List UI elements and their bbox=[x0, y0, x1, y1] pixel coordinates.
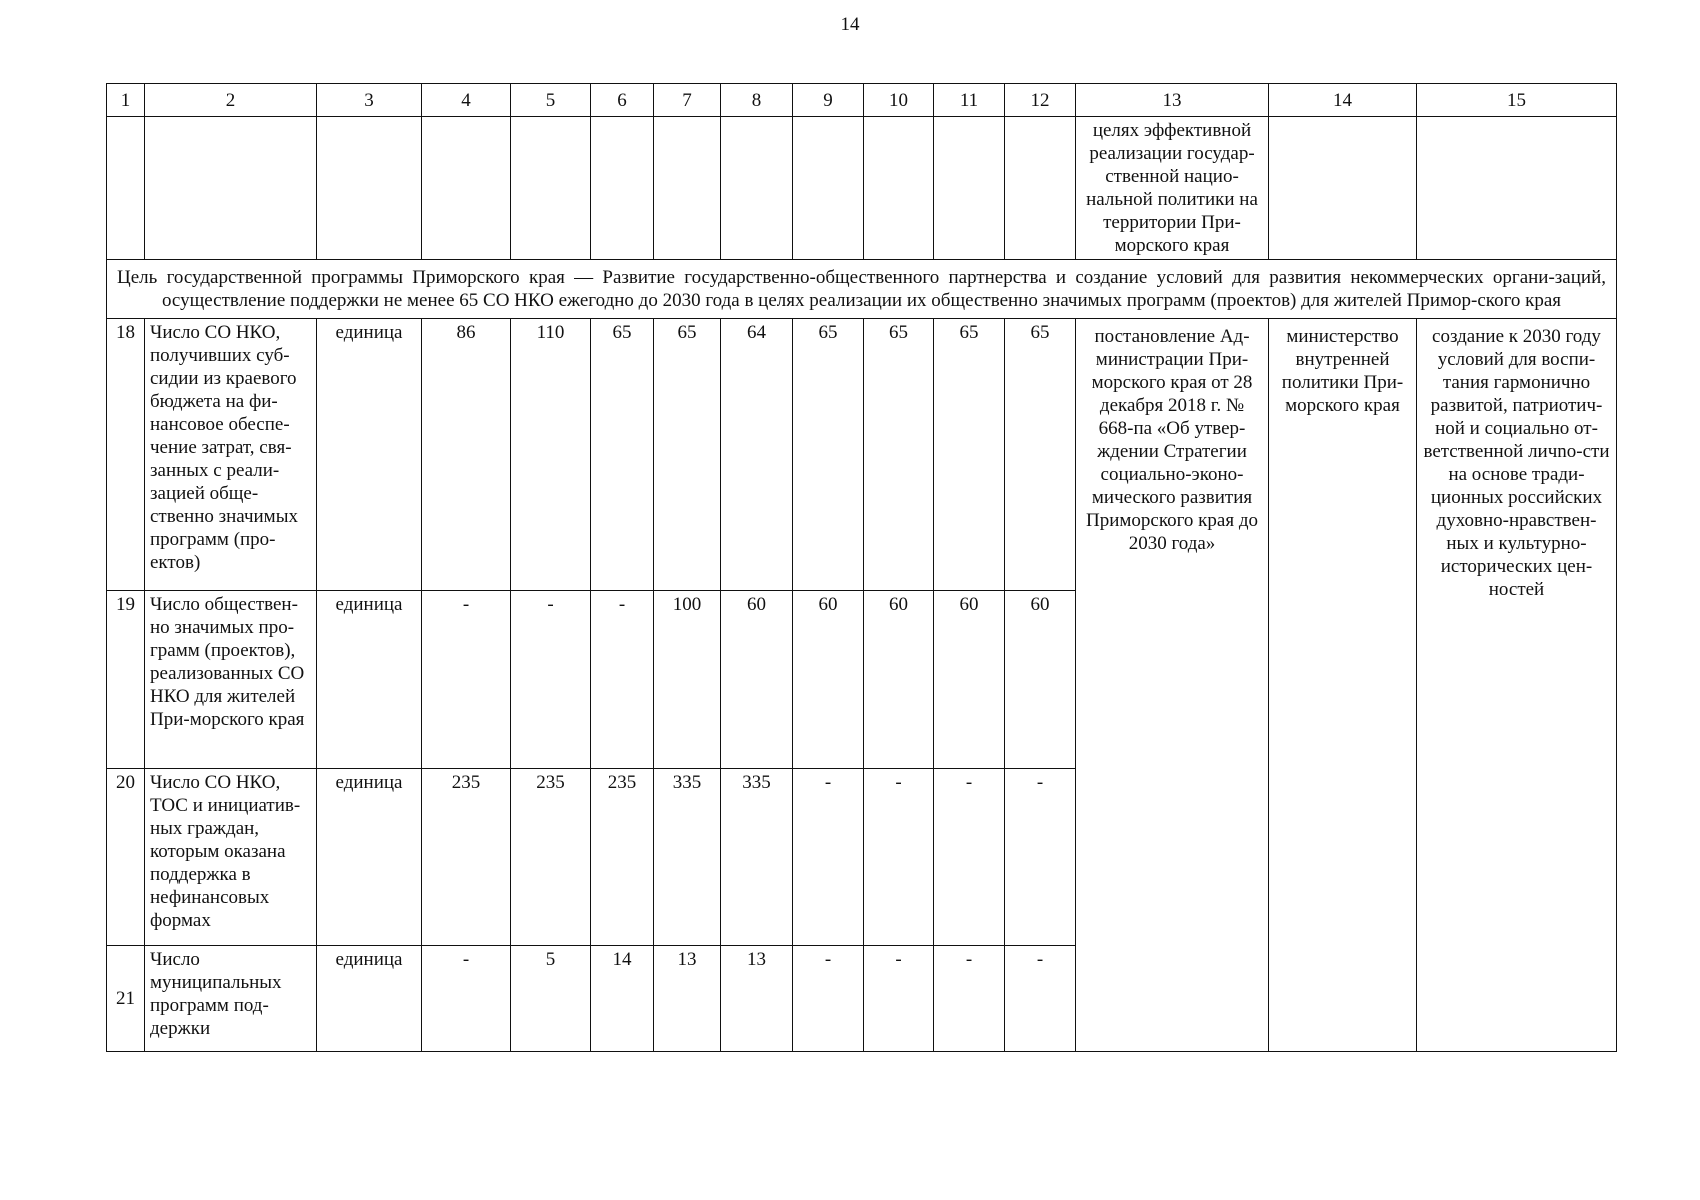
row-number: 21 bbox=[107, 946, 145, 1052]
unit: единица bbox=[317, 769, 422, 946]
indicator-name: Число СО НКО, ТОС и инициатив-ных граждан, которым оказана поддержка в нефинансовых формах bbox=[145, 769, 317, 946]
value: - bbox=[1005, 769, 1076, 946]
value: 110 bbox=[511, 319, 591, 591]
value: 65 bbox=[654, 319, 721, 591]
table-row bbox=[107, 319, 1617, 591]
unit: единица bbox=[317, 591, 422, 769]
column-number: 1 bbox=[107, 84, 145, 117]
value: 235 bbox=[511, 769, 591, 946]
goal-row bbox=[107, 260, 1617, 319]
column-number: 12 bbox=[1005, 84, 1076, 117]
value: 65 bbox=[934, 319, 1005, 591]
page-number: 14 bbox=[840, 14, 860, 35]
continuation-row bbox=[107, 117, 1617, 260]
column-number: 10 bbox=[864, 84, 934, 117]
program-goal: Цель государственной программы Приморского края — Развитие государственно-общественного партнерства и создание условий для развития некоммерческих органи-заций, осуществление поддержки не менее 65 СО НКО ежегодно до 2030 года в целях реализации их общественно значимых программ (проектов) для жителей Примор-ского края bbox=[107, 260, 1617, 319]
value: 13 bbox=[721, 946, 793, 1052]
column-number: 9 bbox=[793, 84, 864, 117]
column-number: 3 bbox=[317, 84, 422, 117]
value: 5 bbox=[511, 946, 591, 1052]
continuation-basis: целях эффективной реализации государ-ственной нацио-нальной политики на территории При-морского края bbox=[1076, 117, 1269, 260]
value: 235 bbox=[422, 769, 511, 946]
value: - bbox=[591, 591, 654, 769]
column-number: 8 bbox=[721, 84, 793, 117]
value: 65 bbox=[591, 319, 654, 591]
column-number: 13 bbox=[1076, 84, 1269, 117]
indicator-name: Число СО НКО, получивших суб-сидии из краевого бюджета на фи-нансовое обеспе-чение затрат, свя-занных с реали-зацией обще-ственно значимых программ (про-ектов) bbox=[145, 319, 317, 591]
value: 100 bbox=[654, 591, 721, 769]
value: - bbox=[934, 769, 1005, 946]
indicators-table bbox=[106, 83, 1617, 1052]
value: 64 bbox=[721, 319, 793, 591]
value: - bbox=[934, 946, 1005, 1052]
column-number: 6 bbox=[591, 84, 654, 117]
unit: единица bbox=[317, 319, 422, 591]
column-number: 7 bbox=[654, 84, 721, 117]
value: - bbox=[793, 946, 864, 1052]
value: 335 bbox=[654, 769, 721, 946]
column-number: 15 bbox=[1417, 84, 1617, 117]
value: 60 bbox=[1005, 591, 1076, 769]
column-number-row bbox=[107, 84, 1617, 117]
unit: единица bbox=[317, 946, 422, 1052]
value: - bbox=[1005, 946, 1076, 1052]
value: 13 bbox=[654, 946, 721, 1052]
row-number: 18 bbox=[107, 319, 145, 591]
value: 335 bbox=[721, 769, 793, 946]
value: 60 bbox=[864, 591, 934, 769]
row-number: 19 bbox=[107, 591, 145, 769]
value: 60 bbox=[721, 591, 793, 769]
value: - bbox=[864, 946, 934, 1052]
column-number: 11 bbox=[934, 84, 1005, 117]
value: - bbox=[864, 769, 934, 946]
column-number: 4 bbox=[422, 84, 511, 117]
value: 60 bbox=[934, 591, 1005, 769]
value: 60 bbox=[793, 591, 864, 769]
column-number: 2 bbox=[145, 84, 317, 117]
value: 65 bbox=[864, 319, 934, 591]
column-number: 14 bbox=[1269, 84, 1417, 117]
value: 65 bbox=[1005, 319, 1076, 591]
indicator-name: Число муниципальных программ под-держки bbox=[145, 946, 317, 1052]
value: - bbox=[793, 769, 864, 946]
normative-basis: постановление Ад-министрации При-морского края от 28 декабря 2018 г. № 668-па «Об утвер-ждении Стратегии социально-эконо-мического развития Приморского края до 2030 года» bbox=[1076, 319, 1269, 1052]
row-number: 20 bbox=[107, 769, 145, 946]
value: - bbox=[511, 591, 591, 769]
value: 86 bbox=[422, 319, 511, 591]
expected-result: создание к 2030 году условий для воспи-тания гармонично развитой, патриотич-ной и социально от-ветственной личno-сти на основе тради-ционных российских духовно-нравствен-ных и культурно-исторических цен-ностей bbox=[1417, 319, 1617, 1052]
value: - bbox=[422, 946, 511, 1052]
value: 235 bbox=[591, 769, 654, 946]
column-number: 5 bbox=[511, 84, 591, 117]
responsible-executor: министерство внутренней политики При-морского края bbox=[1269, 319, 1417, 1052]
value: 14 bbox=[591, 946, 654, 1052]
indicator-name: Число обществен-но значимых про-грамм (проектов), реализованных СО НКО для жителей При-морского края bbox=[145, 591, 317, 769]
value: 65 bbox=[793, 319, 864, 591]
value: - bbox=[422, 591, 511, 769]
